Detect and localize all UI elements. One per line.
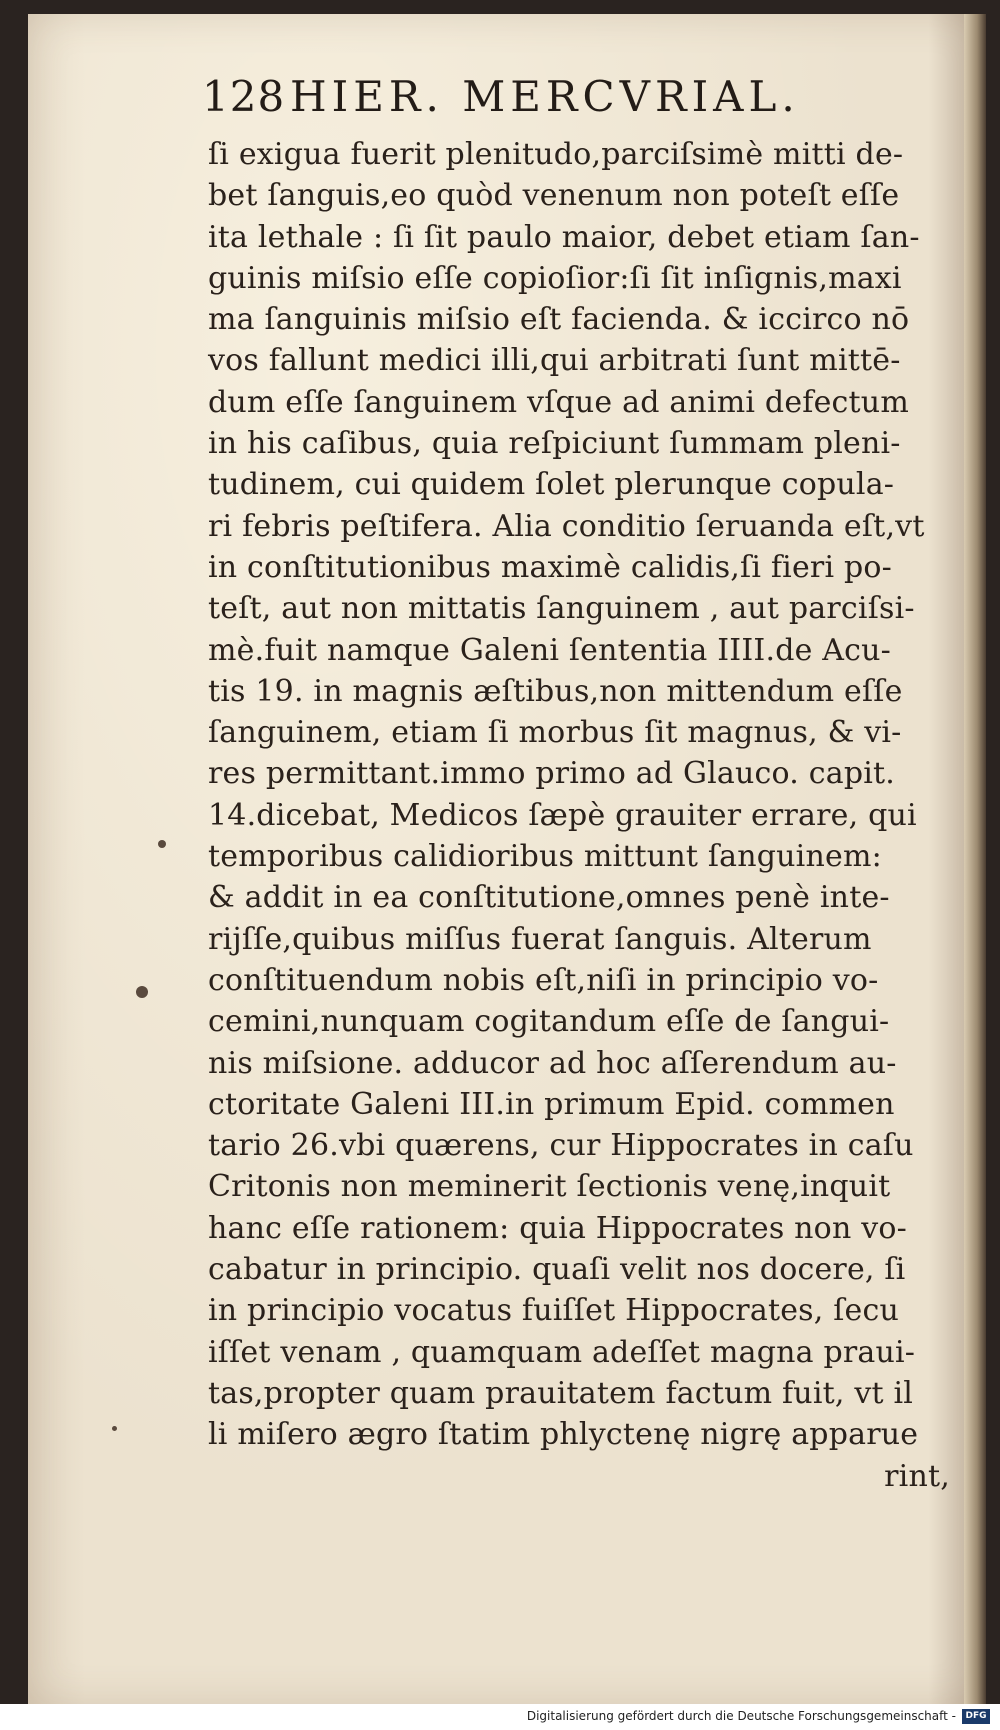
text-line: ma ſanguinis miſsio eſt facienda. & iccirco nō <box>208 302 910 338</box>
text-line: tudinem, cui quidem ſolet plerunque copula- <box>208 467 895 503</box>
text-line: temporibus calidioribus mittunt ſanguinem: <box>208 839 882 875</box>
text-line: tas,propter quam prauitatem factum fuit, vt il <box>208 1375 914 1411</box>
text-line: & addit in ea conſtitutione,omnes penè inte- <box>208 880 890 916</box>
text-line: in conſtitutionibus maximè calidis,ſi fieri po- <box>208 549 893 585</box>
text-line: in his caſibus, quia reſpiciunt ſummam pleni- <box>208 426 901 462</box>
text-line: teſt, aut non mittatis ſanguinem , aut parciſsi- <box>208 591 915 627</box>
page-header <box>202 64 892 134</box>
text-line: iſſet venam , quamquam adeſſet magna praui- <box>208 1334 916 1370</box>
text-line: vos fallunt medici illi,qui arbitrati ſunt mittē- <box>208 343 901 379</box>
text-line: ſi exigua fuerit plenitudo,parciſsimè mitti de- <box>208 137 904 172</box>
text-line: mè.fuit namque Galeni ſententia IIII.de Acu- <box>208 632 892 668</box>
text-line: rijſſe,quibus miſſus fuerat ſanguis. Alterum <box>208 921 872 957</box>
digitization-footer <box>0 1704 1000 1730</box>
text-line: Critonis non meminerit ſectionis venę,inquit <box>208 1169 891 1205</box>
text-line: cabatur in principio. quaſi velit nos docere, ſi <box>208 1252 906 1288</box>
text-line: hanc eſſe rationem: quia Hippocrates non vo- <box>208 1210 907 1246</box>
book-page <box>28 14 986 1704</box>
text-line: tis 19. in magnis æſtibus,non mittendum eſſe <box>208 673 903 709</box>
text-line: bet ſanguis,eo quòd venenum non poteſt eſſe <box>208 178 900 214</box>
text-line: res permittant.immo primo ad Glauco. capit. <box>208 756 896 792</box>
ink-speck <box>136 986 148 998</box>
page-edge <box>964 14 986 1704</box>
text-line: ſanguinem, etiam ſi morbus ſit magnus, & vi- <box>208 715 902 751</box>
text-line: dum eſſe ſanguinem vſque ad animi defectum <box>208 384 909 420</box>
text-line: tario 26.vbi quærens, cur Hippocrates in caſu <box>208 1128 914 1164</box>
text-line: 14.dicebat, Medicos ſæpè grauiter errare, qui <box>208 797 917 833</box>
ink-speck <box>112 1426 117 1431</box>
text-line: guinis miſsio eſſe copioſior:ſi ſit inſignis,maxi <box>208 260 902 296</box>
page-number: 128 <box>202 72 286 121</box>
text-line: ri febris peſtifera. Alia conditio ſeruanda eſt,vt <box>208 508 925 544</box>
text-line: ctoritate Galeni III.in primum Epid. commen <box>208 1086 895 1122</box>
text-line: in principio vocatus fuiſſet Hippocrates, ſecu <box>208 1293 899 1329</box>
running-head: HIER. MERCVRIAL. <box>290 72 800 121</box>
body-text <box>208 134 960 1497</box>
text-line: li miſero ægro ſtatim phlyctenę nigrę apparue <box>208 1417 919 1453</box>
catchword: rint, <box>884 1458 950 1494</box>
text-line: nis miſsione. adducor ad hoc aſſerendum au- <box>208 1045 897 1081</box>
ink-speck <box>158 840 166 848</box>
dfg-logo: DFG <box>962 1709 990 1724</box>
text-line: ita lethale : ſi ſit paulo maior, debet etiam ſan- <box>208 219 920 255</box>
text-line: cemini,nunquam cogitandum eſſe de ſangui- <box>208 1004 890 1040</box>
footer-credit: Digitalisierung gefördert durch die Deutsche Forschungsgemeinschaft - <box>526 1709 956 1723</box>
text-line: conſtituendum nobis eſt,niſi in principio vo- <box>208 962 879 998</box>
